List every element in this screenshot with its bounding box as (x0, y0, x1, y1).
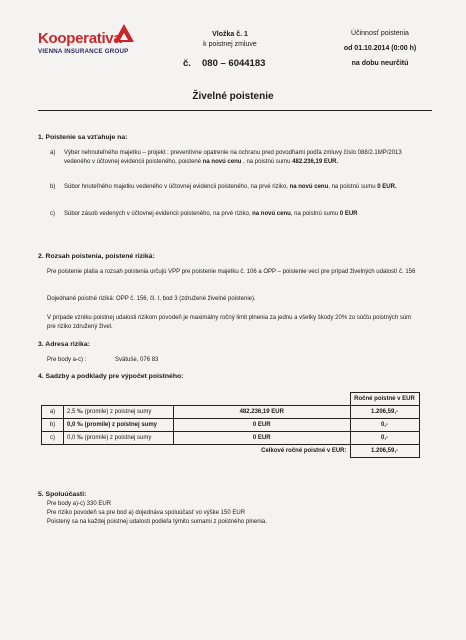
table-row: a) 2,5 ‰ (promile) z poistnej sumy 482.236,19 EUR 1.206,59,- (42, 406, 420, 419)
section-4-heading: 4. Sadzby a podklady pre výpočet poistného: (38, 373, 184, 380)
deductible-line-2: Pre riziko povodeň sa pre bod a) dojednáva spoluúčasť vo výške 150 EUR (47, 510, 246, 516)
table-row: c) 0,0 ‰ (promile) z poistnej sumy 0 EUR 0,- (42, 432, 420, 445)
table-header-row (42, 393, 420, 406)
total-row (42, 445, 420, 458)
item-c-label: c) (50, 211, 55, 217)
rates-table (41, 392, 420, 458)
total-premium-value: 1.206,59,- (350, 445, 419, 458)
section-2-paragraph-1: Pre poistenie platia a rozsah poistenia určujú VPP pre poistenie majetku č. 106 a OPP – poistenie vecí pre prípad živelných udalostí č. 156 (47, 269, 416, 275)
deductible-line-1: Pre body a)-c) 330 EUR (47, 501, 112, 507)
document-title: Živelné poistenie (192, 91, 274, 102)
risk-address: Svätuše, 076 83 (115, 357, 159, 363)
contract-number: 080 – 6044183 (202, 58, 266, 69)
total-premium-label: Celkové ročné poistné v EUR: (261, 448, 347, 455)
section-2-heading: 2. Rozsah poistenia, poistené riziká: (38, 253, 155, 260)
item-a-label: a) (50, 150, 56, 156)
item-b-label: b) (50, 184, 56, 190)
item-c-text: Súbor zásob vedených v účtovnej evidencii poisteného, na prvé riziko, na novú cenu, na poistnú sumu 0 EUR (64, 211, 358, 217)
insert-number: Vložka č. 1 (212, 31, 248, 38)
section-2-paragraph-3: V prípade vzniku poistnej udalosti rizikom povodeň je maximálny ročný limit plnenia za jednu a všetky škody 20% zo súčtu poistných súm pre riziko združený živel. (47, 315, 412, 330)
section-1-heading: 1. Poistenie sa vzťahuje na: (38, 134, 128, 141)
item-a-text: Výber nehnuteľného majetku – projekt : preventívne opatrenie na ochranu pred povodňami podľa zmluvy číslo 088/2.1MP/2013 vedeného v účtovnej evidencii poisteného, poistené na novú cenu , na poistnú sumu 482.236,19 EUR. (64, 150, 402, 165)
contract-reference-label: k poistnej zmluve (203, 41, 257, 48)
deductible-line-3: Poistený sa na každej poistnej udalosti podieľa týmito sumami z poistného plnenia. (47, 519, 267, 525)
effective-date: od 01.10.2014 (0:00 h) (343, 45, 417, 52)
company-logo-text: Kooperativa (38, 30, 122, 47)
contract-prefix: č. (183, 58, 191, 69)
item-b-text: Súbor hnuteľného majetku vedeného v účtovnej evidencii poisteného, na prvé riziko, na novú cenu, na poistnú sumu 0 EUR. (64, 184, 397, 190)
table-row: b) 0,0 ‰ (promile) z poistnej sumy 0 EUR 0,- (42, 419, 420, 432)
section-3-heading: 3. Adresa rizika: (38, 341, 90, 348)
title-divider (38, 110, 432, 111)
address-label: Pre body a-c) : (47, 357, 87, 363)
section-5-heading: 5. Spoluúčasti: (38, 491, 87, 498)
section-2-paragraph-2: Dojednané poistné riziká: OPP č. 156, čl. I, bod 3 (združené živelné poistenie). (47, 296, 256, 302)
effective-date-label: Účinnosť poistenia (351, 30, 409, 37)
duration: na dobu neurčitú (351, 60, 409, 67)
company-logo-subtitle: VIENNA INSURANCE GROUP (38, 48, 129, 55)
annual-premium-header: Ročné poistné v EUR (350, 393, 419, 406)
